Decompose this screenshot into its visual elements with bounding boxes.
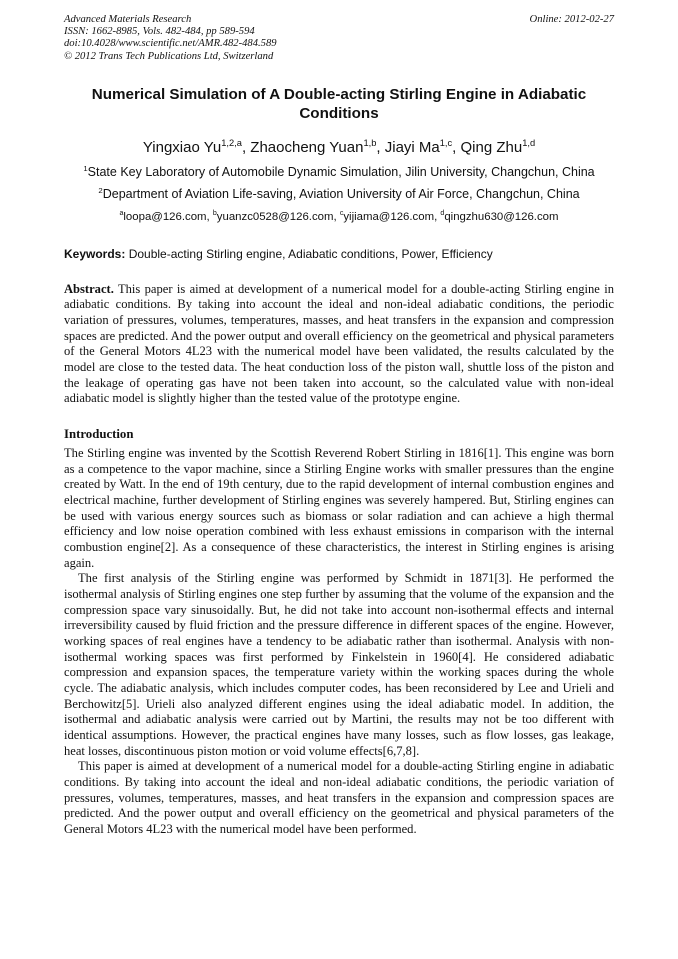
author-name: Yingxiao Yu — [142, 138, 222, 156]
keywords-line — [64, 247, 614, 262]
email-address[interactable]: loopa@126.com — [123, 210, 207, 223]
issn-line: ISSN: 1662-8985, Vols. 482-484, pp 589-594 — [64, 26, 255, 38]
author-affiliation-marker: 1,2,a — [221, 137, 242, 148]
author-affiliation-marker: 1,b — [363, 137, 377, 148]
abstract-label: Abstract. — [64, 281, 114, 296]
author-list: Yingxiao Yu$^{1,2,a}$, Zhaocheng Yuan$^{1,b}$, Jiayi Ma$^{1,c}$, Qing Zhu$^{1,d}$ — [142, 137, 536, 156]
online-date: Online: 2012-02-27 — [529, 14, 614, 25]
journal-name: Advanced Materials Research — [64, 14, 192, 25]
copyright-line: © 2012 Trans Tech Publications Ltd, Switzerland — [64, 50, 274, 62]
affiliation-1 — [64, 164, 614, 180]
author-affiliation-marker: 1,d — [522, 137, 536, 148]
section-heading-introduction: Introduction — [64, 427, 134, 442]
affiliation-2 — [64, 186, 614, 202]
email-address[interactable]: yuanzc0528@126.com — [216, 210, 334, 223]
keywords-label: Keywords: — [64, 246, 126, 261]
affiliation-text: Department of Aviation Life-saving, Aviation University of Air Force, Changchun, China — [102, 186, 580, 201]
email-address[interactable]: yijiama@126.com — [343, 210, 435, 223]
email-list: $^a$loopa@126.com, $^b$yuanzc0528@126.com, $^c$yijiama@126.com, $^d$qingzhu630@126.com — [119, 210, 559, 223]
email-marker: b — [212, 210, 217, 218]
intro-paragraph-1: The Stirling engine was invented by the Scottish Reverend Robert Stirling in 1816[1]. This engine was born as a competence to the vapor machine, since a Stirling Engine works with smaller pressures than the engine created by Watt. In the end of 19th century, due to the rapid development of internal combustion engines and electrical machine, further development of Stirling engines was severely hampered. But, Stirling engines can be used with various energy sources such as biomass or solar radiation and can achieve a high thermal efficiency and low noise operation combined with less exhaust emissions in comparison with the internal combustion engine[2]. As a consequence of these characteristics, the interest in Stirling engines is arising again. — [64, 446, 614, 570]
email-address[interactable]: qingzhu630@126.com — [444, 210, 559, 223]
author-name: Zhaocheng Yuan — [250, 138, 364, 156]
abstract-text: This paper is aimed at development of a numerical model for a double-acting Stirling engine in adiabatic conditions. By taking into account the ideal and non-ideal adiabatic conditions, the periodic variation of pressures, volumes, temperatures, masses, and heat transfers in the expansion and compression spaces are predicted. And the power output and overall efficiency on the geometrical and physical parameters of the General Motors 4L23 with the numerical model have been validated, the results calculated by the model are close to the tested data. The heat conduction loss of the piston wall, shuttle loss of the piston and the leakage of operating gas have not been taken into account, so the calculated value with non-ideal adiabatic model is slightly higher than the tested value of the prototype engine. — [64, 281, 614, 406]
keywords-text: Double-acting Stirling engine, Adiabatic conditions, Power, Efficiency — [128, 246, 493, 261]
email-marker: c — [339, 210, 344, 218]
email-marker: a — [119, 210, 124, 218]
author-name: Jiayi Ma — [384, 138, 440, 156]
abstract — [64, 282, 614, 407]
email-marker: d — [440, 210, 445, 218]
author-affiliation-marker: 1,c — [439, 137, 453, 148]
affiliation-text: State Key Laboratory of Automobile Dynamic Simulation, Jilin University, Changchun, China — [87, 164, 595, 179]
paper-title: Numerical Simulation of A Double-acting Stirling Engine in Adiabatic Conditions — [91, 85, 587, 122]
affiliation-marker: 1 — [83, 163, 88, 173]
publication-info — [64, 14, 277, 63]
affiliation-marker: 2 — [98, 185, 103, 195]
intro-paragraph-2: The first analysis of the Stirling engine was performed by Schmidt in 1871[3]. He performed the isothermal analysis of Stirling engines one step further by assuming that the volume of the expansion and the compression space vary sinusoidally. But, he did not take into account non-isothermal effects and internal irreversibility caused by fluid friction and the pressure difference in different spaces of the engine. However, working spaces of real engines have a tendency to be adiabatic rather than isothermal. Analysis with non-isothermal working spaces was first performed by Finkelstein in 1960[4]. He considered adiabatic compression and expansion spaces, the temperature variety within the working spaces during the whole cycle. The adiabatic analysis, which includes computer codes, has been reconsidered by Lee and Urieli and Berchowitz[5]. Urieli also analyzed different engines using the ideal adiabatic model. In addition, the isothermal and adiabatic analysis were carried out by Martini, the results may not be too different with identical assumptions. However, the practical engines have many losses, such as flow losses, gas leakage, heat losses, discontinuous piston motion or void volume effects[6,7,8]. — [64, 571, 614, 758]
running-header — [64, 14, 614, 63]
intro-paragraph-3: This paper is aimed at development of a numerical model for a double-acting Stirling engine in adiabatic conditions. By taking into account the ideal and non-ideal adiabatic conditions, the periodic variation of pressures, volumes, temperatures, masses, and heat transfers in the expansion and compression spaces are predicted. And the power output and overall efficiency on the geometrical and physical parameters of the General Motors 4L23 with the numerical model have been performed. — [64, 759, 614, 836]
doi-line: doi:10.4028/www.scientific.net/AMR.482-484.589 — [64, 38, 277, 50]
author-name: Qing Zhu — [460, 138, 523, 156]
